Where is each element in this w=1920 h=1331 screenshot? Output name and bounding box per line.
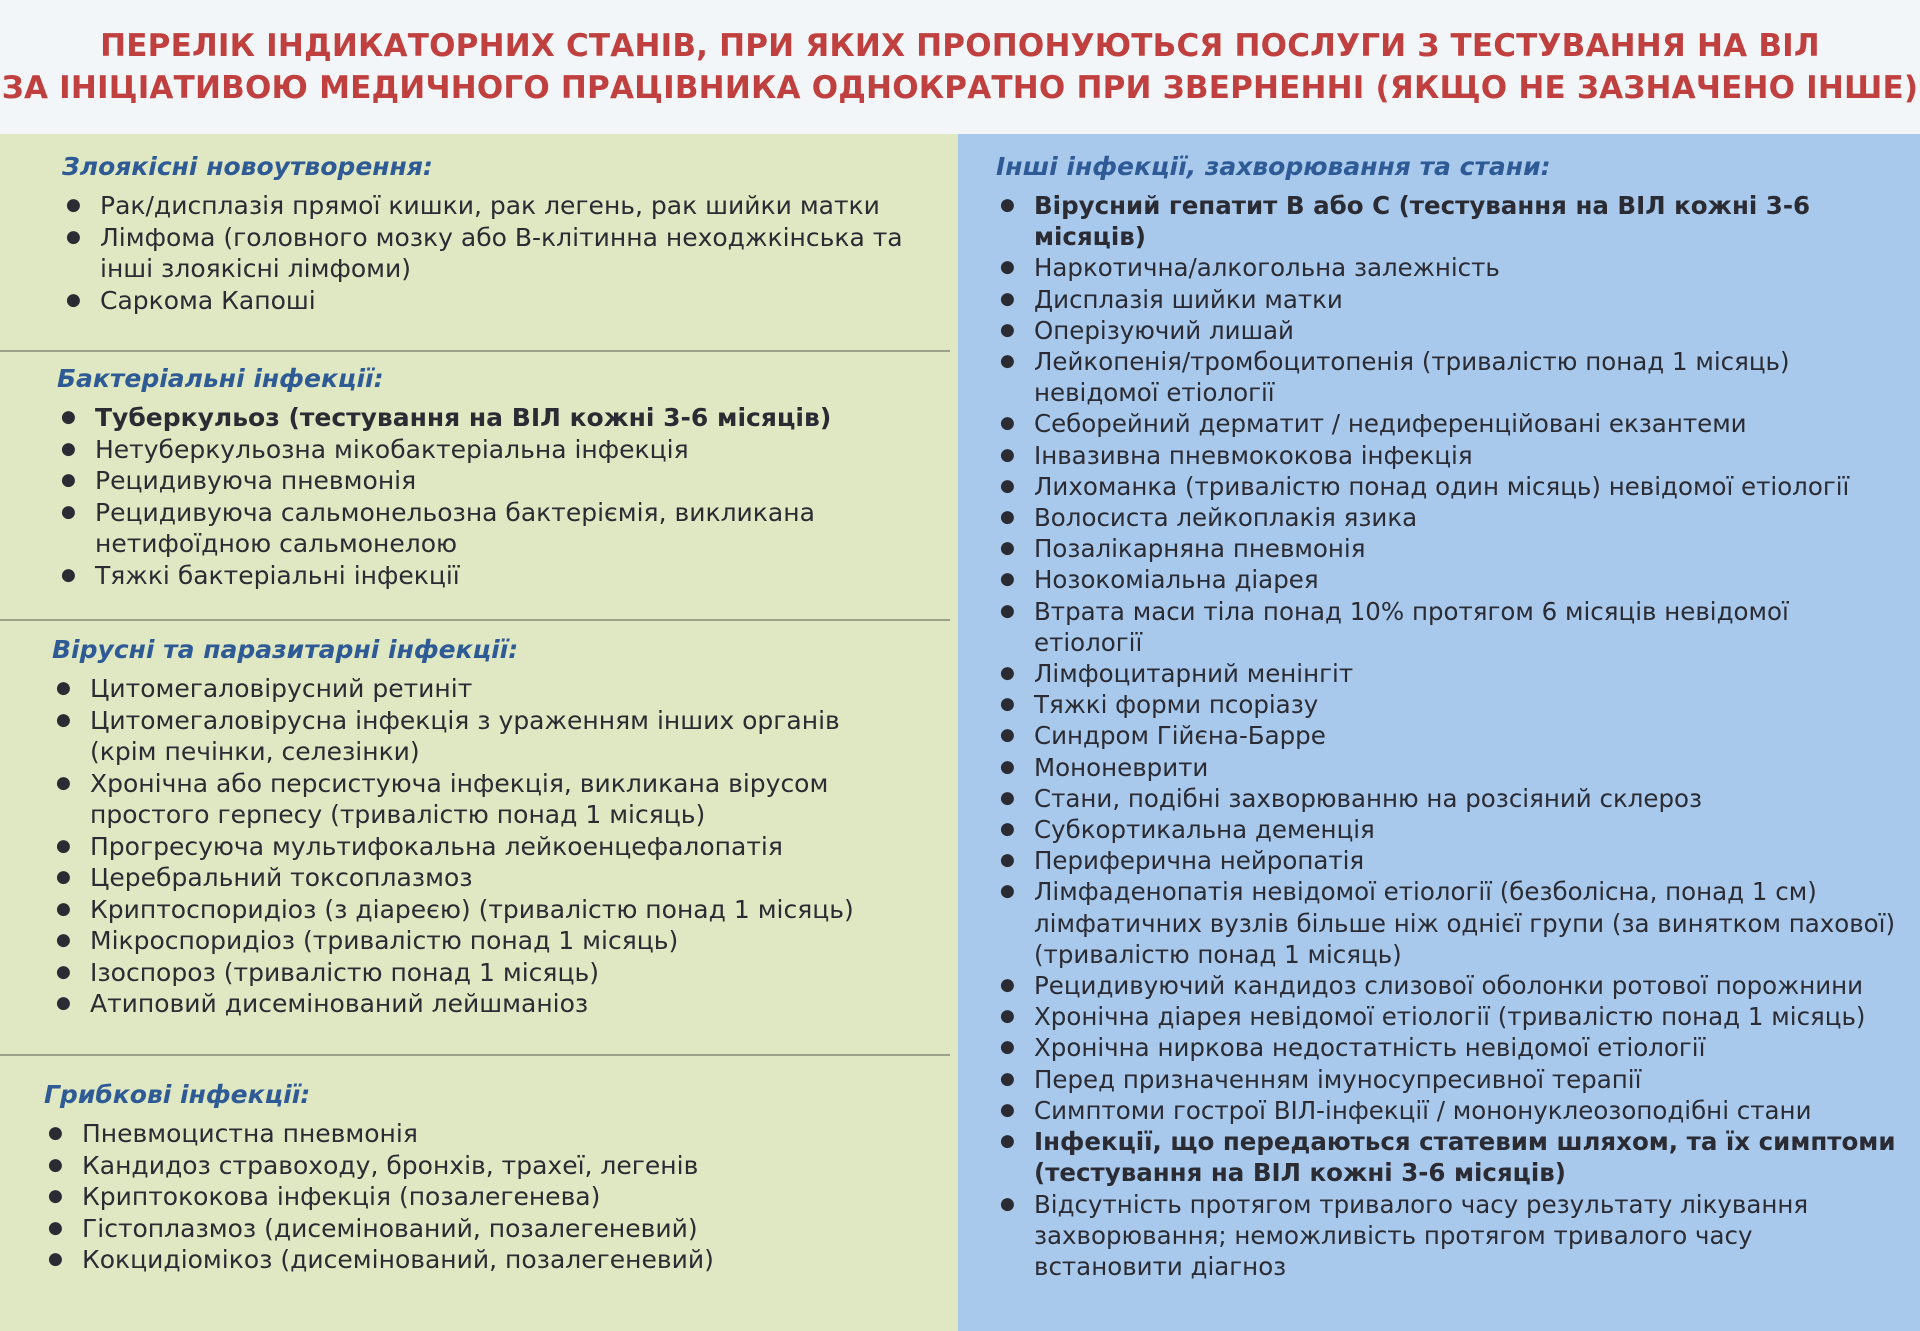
list-item: ● Лімфоцитарний менінгіт [996,658,1896,689]
section-divider [0,1054,950,1056]
list-item: ● Атиповий дисемінований лейшманіоз [52,988,912,1020]
list-item: ● Дисплазія шийки матки [996,284,1896,315]
item-list [52,673,912,1020]
section-bacterial [57,362,917,591]
list-item: ● Криптококова інфекція (позалегенева) [44,1181,904,1213]
list-item: ● Кандидоз стравоходу, бронхів, трахеї, легенів [44,1150,904,1182]
list-item: ● Лихоманка (тривалістю понад один місяць) невідомої етіології [996,471,1896,502]
list-item: ● Волосиста лейкоплакія язика [996,502,1896,533]
list-item: ● Перед призначенням імуносупресивної терапії [996,1064,1896,1095]
list-item: ● Хронічна ниркова недостатність невідомої етіології [996,1032,1896,1063]
list-item: ● Тяжкі форми псоріазу [996,689,1896,720]
list-item: ● Цитомегаловірусний ретиніт [52,673,912,705]
list-item: ● Ізоспороз (тривалістю понад 1 місяць) [52,957,912,989]
list-item: ● Цитомегаловірусна інфекція з ураженням інших органів (крім печінки, селезінки) [52,705,912,768]
list-item: ● Церебральний токсоплазмоз [52,862,912,894]
list-item: ● Симптоми гострої ВІЛ-інфекції / мононуклеозоподібні стани [996,1095,1896,1126]
list-item: ● Рецидивуючий кандидоз слизової оболонки ротової порожнини [996,970,1896,1001]
list-item: ● Прогресуюча мультифокальна лейкоенцефалопатія [52,831,912,863]
list-item: ● Кокцидіомікоз (дисемінований, позалегеневий) [44,1244,904,1276]
section-other-conditions [996,150,1896,1282]
list-item: ● Лімфома (головного мозку або В-клітинна неходжкінська та інші злоякісні лімфоми) [62,222,922,285]
section-divider [0,619,950,621]
list-item: ● Хронічна або персистуюча інфекція, викликана вірусом простого герпесу (тривалістю понад 1 місяць) [52,768,912,831]
list-item: ● Хронічна діарея невідомої етіології (тривалістю понад 1 місяць) [996,1001,1896,1032]
list-item: ● Стани, подібні захворюванню на розсіяний склероз [996,783,1896,814]
list-item: ● Лейкопенія/тромбоцитопенія (тривалістю понад 1 місяць) невідомої етіології [996,346,1896,408]
list-item: ● Інвазивна пневмококова інфекція [996,440,1896,471]
item-list [57,402,917,591]
list-item: ● Мононеврити [996,752,1896,783]
section-fungal [44,1078,904,1276]
list-item: ● Субкортикальна деменція [996,814,1896,845]
list-item: ● Мікроспоридіоз (тривалістю понад 1 місяць) [52,925,912,957]
list-item: ● Інфекції, що передаються статевим шляхом, та їх симптоми (тестування на ВІЛ кожні 3-6 місяців) [996,1126,1896,1188]
section-heading: Злоякісні новоутворення: [62,152,433,181]
list-item: ● Рак/дисплазія прямої кишки, рак легень, рак шийки матки [62,190,922,222]
section-heading: Інші інфекції, захворювання та стани: [996,152,1551,181]
item-list [44,1118,904,1276]
list-item: ● Криптоспоридіоз (з діареєю) (тривалістю понад 1 місяць) [52,894,912,926]
list-item: ● Тяжкі бактеріальні інфекції [57,560,917,592]
section-malignant [62,150,922,316]
list-item: ● Лімфаденопатія невідомої етіології (безболісна, понад 1 см) лімфатичних вузлів більше ніж однієї групи (за винятком пахової) (тривалістю понад 1 місяць) [996,876,1896,970]
list-item: ● Позалікарняна пневмонія [996,533,1896,564]
list-item: ● Оперізуючий лишай [996,315,1896,346]
list-item: ● Відсутність протягом тривалого часу результату лікування захворювання; неможливість протягом тривалого часу встановити діагноз [996,1189,1896,1283]
section-viral-parasitic [52,633,912,1020]
list-item: ● Рецидивуюча пневмонія [57,465,917,497]
header [0,0,1920,134]
list-item: ● Саркома Капоші [62,285,922,317]
page-title-line-1: ПЕРЕЛІК ІНДИКАТОРНИХ СТАНІВ, ПРИ ЯКИХ ПРОПОНУЮТЬСЯ ПОСЛУГИ З ТЕСТУВАННЯ НА ВІЛ [100,28,1820,64]
list-item: ● Втрата маси тіла понад 10% протягом 6 місяців невідомої етіології [996,596,1896,658]
section-divider [0,350,950,352]
list-item: ● Себорейний дерматит / недиференційовані екзантеми [996,408,1896,439]
page-title-line-2: ЗА ІНІЦІАТИВОЮ МЕДИЧНОГО ПРАЦІВНИКА ОДНОКРАТНО ПРИ ЗВЕРНЕННІ (ЯКЩО НЕ ЗАЗНАЧЕНО ІНШЕ) [1,70,1919,106]
list-item: ● Наркотична/алкогольна залежність [996,252,1896,283]
list-item: ● Пневмоцистна пневмонія [44,1118,904,1150]
section-heading: Вірусні та паразитарні інфекції: [52,635,519,664]
list-item: ● Рецидивуюча сальмонельозна бактеріємія, викликана нетифоїдною сальмонелою [57,497,917,560]
list-item: ● Туберкульоз (тестування на ВІЛ кожні 3-6 місяців) [57,402,917,434]
item-list [996,190,1896,1282]
list-item: ● Нозокоміальна діарея [996,564,1896,595]
list-item: ● Нетуберкульозна мікобактеріальна інфекція [57,434,917,466]
section-heading: Грибкові інфекції: [44,1080,311,1109]
list-item: ● Синдром Гійєна-Барре [996,720,1896,751]
list-item: ● Вірусний гепатит В або С (тестування на ВІЛ кожні 3-6 місяців) [996,190,1896,252]
list-item: ● Периферична нейропатія [996,845,1896,876]
section-heading: Бактеріальні інфекції: [57,364,384,393]
list-item: ● Гістоплазмоз (дисемінований, позалегеневий) [44,1213,904,1245]
item-list [62,190,922,316]
